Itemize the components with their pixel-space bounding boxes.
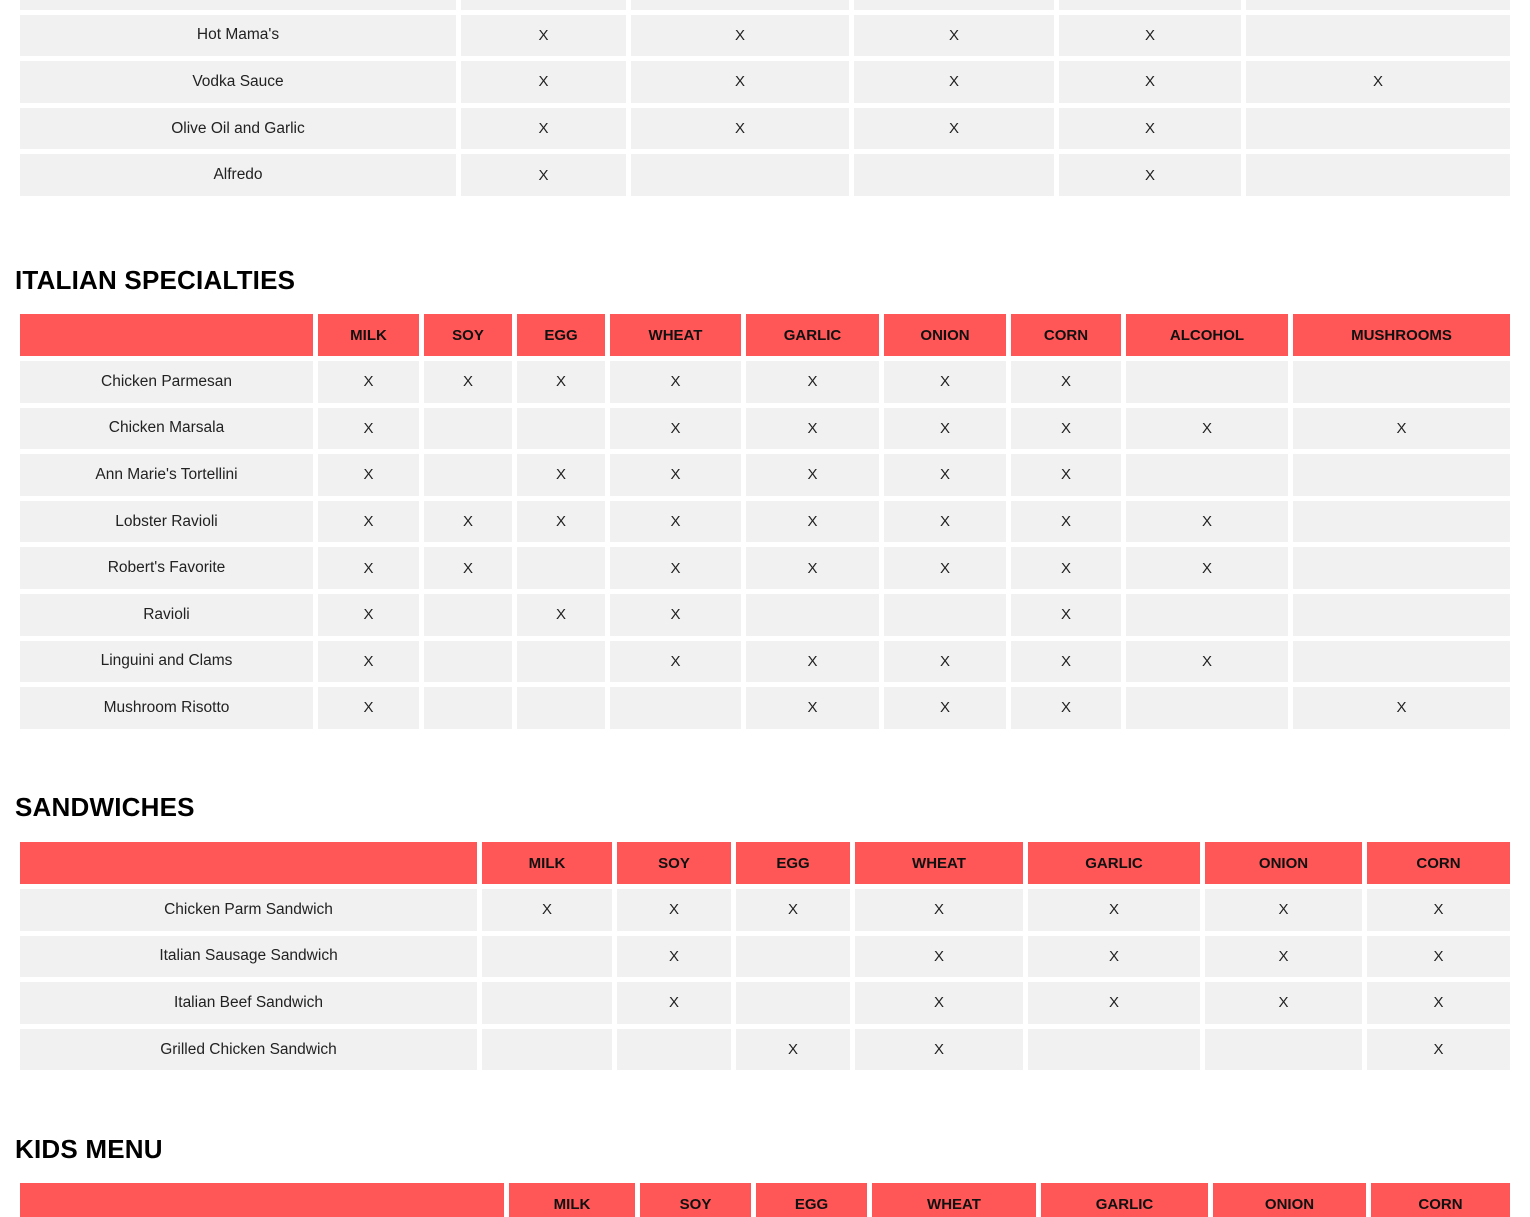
allergen-mark: X bbox=[855, 936, 1023, 978]
allergen-mark: X bbox=[746, 547, 879, 589]
allergen-mark: X bbox=[1011, 547, 1121, 589]
dish-name: Linguini and Clams bbox=[20, 641, 313, 683]
allergen-mark: X bbox=[1293, 408, 1510, 450]
column-header-egg: EGG bbox=[756, 1183, 867, 1217]
allergen-mark: X bbox=[746, 687, 879, 729]
allergen-mark: X bbox=[1205, 936, 1362, 978]
allergen-mark: X bbox=[631, 108, 849, 150]
allergen-mark: X bbox=[746, 361, 879, 403]
allergen-mark: X bbox=[610, 547, 741, 589]
allergen-mark: X bbox=[1293, 687, 1510, 729]
allergen-mark: X bbox=[617, 889, 731, 931]
allergen-mark: X bbox=[318, 547, 419, 589]
column-header bbox=[20, 1183, 504, 1217]
allergen-mark: X bbox=[1059, 15, 1241, 57]
allergen-mark: X bbox=[617, 936, 731, 978]
dish-name: Chicken Parm Sandwich bbox=[20, 889, 477, 931]
allergen-mark: X bbox=[318, 454, 419, 496]
allergen-mark: X bbox=[610, 501, 741, 543]
allergen-mark: X bbox=[424, 547, 512, 589]
allergen-mark: X bbox=[1205, 889, 1362, 931]
column-header-alcohol: ALCOHOL bbox=[1126, 314, 1288, 356]
dish-name: Olive Oil and Garlic bbox=[20, 108, 456, 150]
column-header-soy: SOY bbox=[424, 314, 512, 356]
dish-name: Chicken Marsala bbox=[20, 408, 313, 450]
allergen-mark: X bbox=[318, 594, 419, 636]
allergen-mark: X bbox=[461, 154, 626, 196]
column-header-egg: EGG bbox=[736, 842, 850, 884]
allergen-mark: X bbox=[1028, 889, 1200, 931]
allergen-mark: X bbox=[610, 594, 741, 636]
allergen-mark: X bbox=[517, 454, 605, 496]
column-header-milk: MILK bbox=[482, 842, 612, 884]
allergen-mark: X bbox=[461, 108, 626, 150]
allergen-mark: X bbox=[854, 108, 1054, 150]
dish-name: Lobster Ravioli bbox=[20, 501, 313, 543]
allergen-mark: X bbox=[855, 889, 1023, 931]
allergen-mark: X bbox=[610, 454, 741, 496]
dish-name: Robert's Favorite bbox=[20, 547, 313, 589]
allergen-mark: X bbox=[1126, 501, 1288, 543]
column-header-wheat: WHEAT bbox=[855, 842, 1023, 884]
allergen-mark: X bbox=[736, 1029, 850, 1071]
allergen-mark: X bbox=[1205, 982, 1362, 1024]
allergen-mark: X bbox=[517, 361, 605, 403]
allergen-mark: X bbox=[1126, 408, 1288, 450]
allergen-mark: X bbox=[318, 641, 419, 683]
section-title: SANDWICHES bbox=[15, 792, 195, 822]
allergen-mark: X bbox=[1011, 454, 1121, 496]
allergen-mark: X bbox=[1011, 641, 1121, 683]
allergen-mark: X bbox=[884, 454, 1006, 496]
dish-name: Ann Marie's Tortellini bbox=[20, 454, 313, 496]
allergen-mark: X bbox=[1011, 361, 1121, 403]
header-row bbox=[20, 1183, 1510, 1217]
dish-name: Italian Sausage Sandwich bbox=[20, 936, 477, 978]
allergen-mark: X bbox=[1059, 154, 1241, 196]
column-header-corn: CORN bbox=[1367, 842, 1510, 884]
allergen-mark: X bbox=[517, 594, 605, 636]
column-header-garlic: GARLIC bbox=[1028, 842, 1200, 884]
dish-name: Alfredo bbox=[20, 154, 456, 196]
allergen-mark: X bbox=[884, 408, 1006, 450]
allergen-mark: X bbox=[610, 641, 741, 683]
allergen-mark: X bbox=[1126, 641, 1288, 683]
column-header-wheat: WHEAT bbox=[872, 1183, 1036, 1217]
allergen-mark: X bbox=[746, 501, 879, 543]
column-header-mushrooms: MUSHROOMS bbox=[1293, 314, 1510, 356]
allergen-mark: X bbox=[461, 15, 626, 57]
allergen-mark: X bbox=[1367, 982, 1510, 1024]
allergen-mark: X bbox=[482, 889, 612, 931]
allergen-mark: X bbox=[461, 61, 626, 103]
allergen-mark: X bbox=[424, 501, 512, 543]
allergen-mark: X bbox=[1011, 408, 1121, 450]
allergen-mark: X bbox=[746, 454, 879, 496]
column-header-milk: MILK bbox=[509, 1183, 635, 1217]
column-header-soy: SOY bbox=[617, 842, 731, 884]
column-header-onion: ONION bbox=[1213, 1183, 1366, 1217]
allergen-mark: X bbox=[318, 408, 419, 450]
allergen-mark: X bbox=[746, 408, 879, 450]
allergen-mark: X bbox=[855, 982, 1023, 1024]
allergen-mark: X bbox=[631, 61, 849, 103]
allergen-mark: X bbox=[884, 687, 1006, 729]
dish-name: Italian Beef Sandwich bbox=[20, 982, 477, 1024]
dish-name: Hot Mama's bbox=[20, 15, 456, 57]
allergen-mark: X bbox=[1246, 61, 1510, 103]
allergen-mark: X bbox=[1367, 1029, 1510, 1071]
allergen-mark: X bbox=[610, 408, 741, 450]
allergen-mark: X bbox=[318, 361, 419, 403]
dish-name: Vodka Sauce bbox=[20, 61, 456, 103]
allergen-mark: X bbox=[884, 501, 1006, 543]
allergen-mark: X bbox=[884, 361, 1006, 403]
column-header-onion: ONION bbox=[1205, 842, 1362, 884]
column-header-garlic: GARLIC bbox=[1041, 1183, 1208, 1217]
allergen-mark: X bbox=[1028, 936, 1200, 978]
allergen-mark: X bbox=[1367, 936, 1510, 978]
allergen-mark: X bbox=[1011, 687, 1121, 729]
allergen-mark: X bbox=[1367, 889, 1510, 931]
dish-name: Mushroom Risotto bbox=[20, 687, 313, 729]
allergen-mark: X bbox=[884, 641, 1006, 683]
allergen-mark: X bbox=[854, 61, 1054, 103]
column-header-soy: SOY bbox=[640, 1183, 751, 1217]
allergen-mark: X bbox=[517, 501, 605, 543]
allergen-mark: X bbox=[631, 15, 849, 57]
allergen-mark: X bbox=[884, 547, 1006, 589]
column-header-garlic: GARLIC bbox=[746, 314, 879, 356]
column-header-onion: ONION bbox=[884, 314, 1006, 356]
allergen-mark: X bbox=[1059, 108, 1241, 150]
section-title: ITALIAN SPECIALTIES bbox=[15, 265, 296, 295]
allergen-mark: X bbox=[746, 641, 879, 683]
allergen-mark: X bbox=[318, 687, 419, 729]
column-header-milk: MILK bbox=[318, 314, 419, 356]
column-header-corn: CORN bbox=[1371, 1183, 1510, 1217]
column-header-corn: CORN bbox=[1011, 314, 1121, 356]
allergen-mark: X bbox=[318, 501, 419, 543]
allergen-mark: X bbox=[1011, 594, 1121, 636]
allergen-mark: X bbox=[1011, 501, 1121, 543]
kids-menu-table bbox=[15, 1178, 1515, 1217]
dish-name: Ravioli bbox=[20, 594, 313, 636]
section-title: KIDS MENU bbox=[15, 1134, 163, 1164]
allergen-mark: X bbox=[610, 361, 741, 403]
allergen-mark: X bbox=[1028, 982, 1200, 1024]
dish-name: Grilled Chicken Sandwich bbox=[20, 1029, 477, 1071]
allergen-mark: X bbox=[736, 889, 850, 931]
allergen-mark: X bbox=[424, 361, 512, 403]
allergen-mark: X bbox=[855, 1029, 1023, 1071]
allergen-mark: X bbox=[1126, 547, 1288, 589]
column-header-wheat: WHEAT bbox=[610, 314, 741, 356]
allergen-mark: X bbox=[617, 982, 731, 1024]
column-header-egg: EGG bbox=[517, 314, 605, 356]
dish-name: Chicken Parmesan bbox=[20, 361, 313, 403]
allergen-mark: X bbox=[854, 15, 1054, 57]
allergen-mark: X bbox=[1059, 61, 1241, 103]
